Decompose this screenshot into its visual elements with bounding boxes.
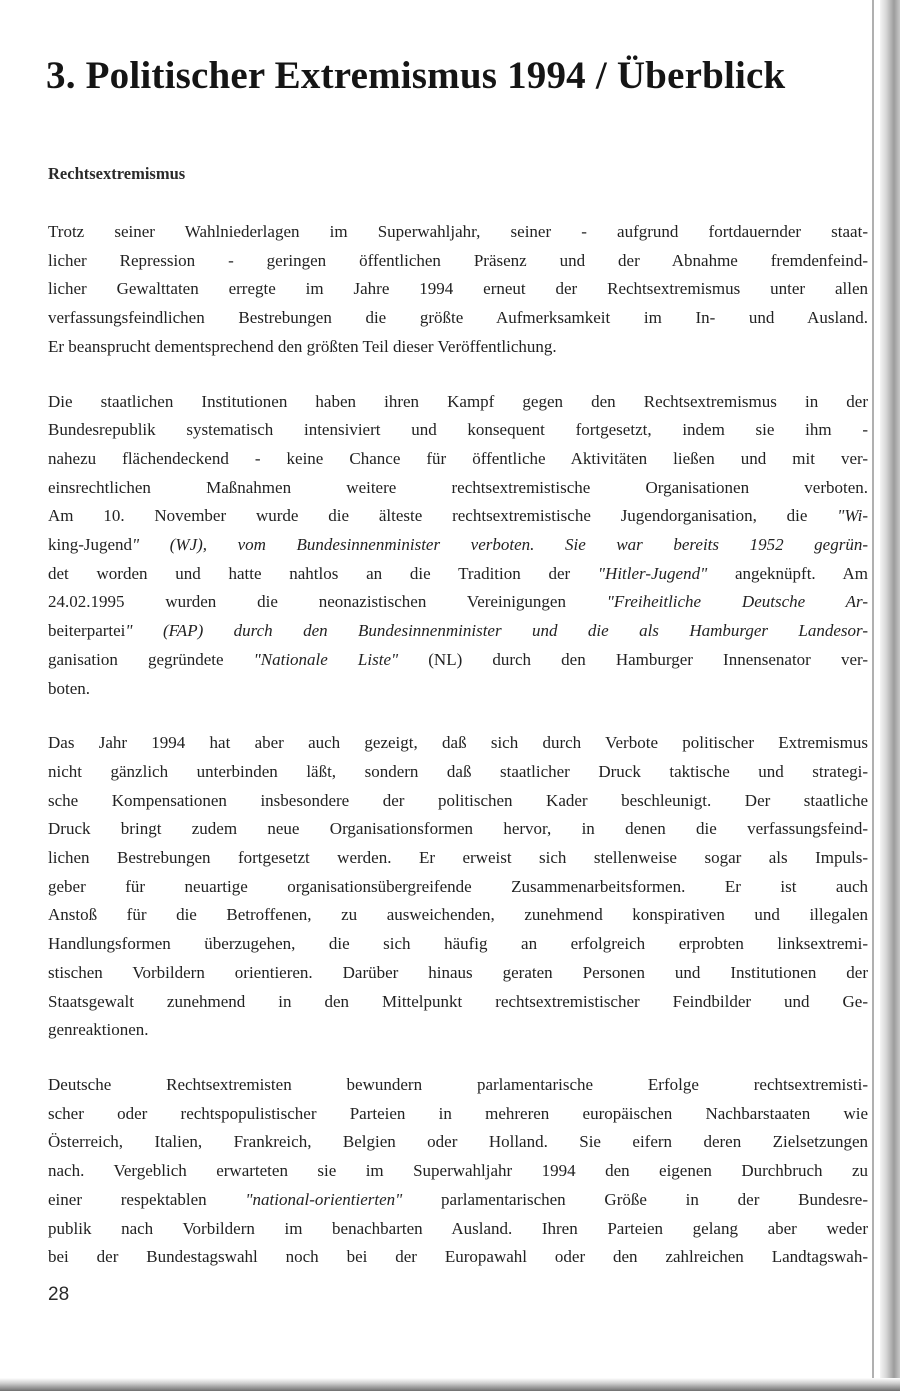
text-line: genreaktionen. [48, 1020, 149, 1040]
text-line: 24.02.1995 wurden die neonazistischen Vereinigungen "Freiheitliche Deutsche Ar- [48, 592, 868, 612]
text-line: nach. Vergeblich erwarteten sie im Superwahljahr 1994 den eigenen Durchbruch zu [48, 1161, 868, 1181]
text-line: bei der Bundestagswahl noch bei der Europawahl oder den zahlreichen Landtagswah- [48, 1247, 868, 1267]
text-line: Er beansprucht dementsprechend den größten Teil dieser Veröffentlichung. [48, 336, 557, 356]
text-line: king-Jugend" (WJ), vom Bundesinnenminister verboten. Sie war bereits 1952 gegrün- [48, 535, 868, 555]
paragraph-2 [48, 388, 868, 704]
text-line: nicht gänzlich unterbinden läßt, sondern daß staatlicher Druck taktische und strategi- [48, 761, 868, 781]
page-number: 28 [48, 1284, 70, 1305]
text-line: Die staatlichen Institutionen haben ihren Kampf gegen den Rechtsextremismus in der [48, 391, 868, 411]
body-text [48, 218, 868, 1298]
text-line: einer respektablen "national-orientierten" parlamentarischen Größe in der Bundesre- [48, 1189, 868, 1209]
text-line: nahezu flächendeckend - keine Chance für öffentliche Aktivitäten ließen und mit ver- [48, 448, 868, 468]
text-line: scher oder rechtspopulistischer Parteien in mehreren europäischen Nachbarstaaten wie [48, 1103, 868, 1123]
paragraph-3 [48, 729, 868, 1045]
paragraph-1 [48, 218, 868, 362]
text-line: Anstoß für die Betroffenen, zu ausweichenden, zunehmend konspirativen und illegalen [48, 905, 868, 925]
page-title: 3. Politischer Extremismus 1994 / Überblick [46, 54, 786, 97]
text-line: ganisation gegründete "Nationale Liste" (NL) durch den Hamburger Innensenator ver- [48, 649, 868, 669]
binding-shadow [880, 0, 900, 1391]
text-line: licher Gewalttaten erregte im Jahre 1994 erneut der Rechtsextremismus unter allen [48, 279, 868, 299]
text-line: Handlungsformen überzugehen, die sich häufig an erfolgreich erprobten linksextremi- [48, 934, 868, 954]
text-line: einsrechtlichen Maßnahmen weitere rechtsextremistische Organisationen verboten. [48, 477, 868, 497]
section-heading: Rechtsextremismus [48, 164, 186, 183]
text-line: Das Jahr 1994 hat aber auch gezeigt, daß sich durch Verbote politischer Extremismus [48, 733, 868, 753]
text-line: Staatsgewalt zunehmend in den Mittelpunkt rechtsextremistischer Feindbilder und Ge- [48, 991, 868, 1011]
text-line: lichen Bestrebungen fortgesetzt werden. Er erweist sich stellenweise sogar als Impuls- [48, 848, 868, 868]
page-edge-line [872, 0, 874, 1391]
text-line: Bundesrepublik systematisch intensiviert und konsequent fortgesetzt, indem sie ihm - [48, 420, 868, 440]
text-line: Am 10. November wurde die älteste rechtsextremistische Jugendorganisation, die "Wi- [48, 506, 868, 526]
paragraph-4 [48, 1071, 868, 1272]
text-line: beiterpartei" (FAP) durch den Bundesinnenminister und die als Hamburger Landesor- [48, 621, 868, 641]
text-line: licher Repression - geringen öffentlichen Präsenz und der Abnahme fremdenfeind- [48, 250, 868, 270]
text-line: verfassungsfeindlichen Bestrebungen die größte Aufmerksamkeit im In- und Ausland. [48, 308, 868, 328]
text-line: Druck bringt zudem neue Organisationsformen hervor, in denen die verfassungsfeind- [48, 819, 868, 839]
text-line: sche Kompensationen insbesondere der politischen Kader beschleunigt. Der staatliche [48, 790, 868, 810]
text-line: Deutsche Rechtsextremisten bewundern parlamentarische Erfolge rechtsextremisti- [48, 1074, 868, 1094]
text-line: Österreich, Italien, Frankreich, Belgien oder Holland. Sie eifern deren Zielsetzungen [48, 1132, 868, 1152]
text-line: det worden und hatte nahtlos an die Tradition der "Hitler-Jugend" angeknüpft. Am [48, 563, 868, 583]
text-line: stischen Vorbildern orientieren. Darüber hinaus geraten Personen und Institutionen der [48, 962, 868, 982]
text-line: Trotz seiner Wahlniederlagen im Superwahljahr, seiner - aufgrund fortdauernder staat- [48, 222, 868, 241]
text-line: boten. [48, 678, 91, 698]
text-line: geber für neuartige organisationsübergreifende Zusammenarbeitsformen. Er ist auch [48, 876, 868, 896]
scan-bottom-edge [0, 1378, 900, 1391]
text-line: publik nach Vorbildern im benachbarten Ausland. Ihren Parteien gelang aber weder [48, 1218, 868, 1238]
